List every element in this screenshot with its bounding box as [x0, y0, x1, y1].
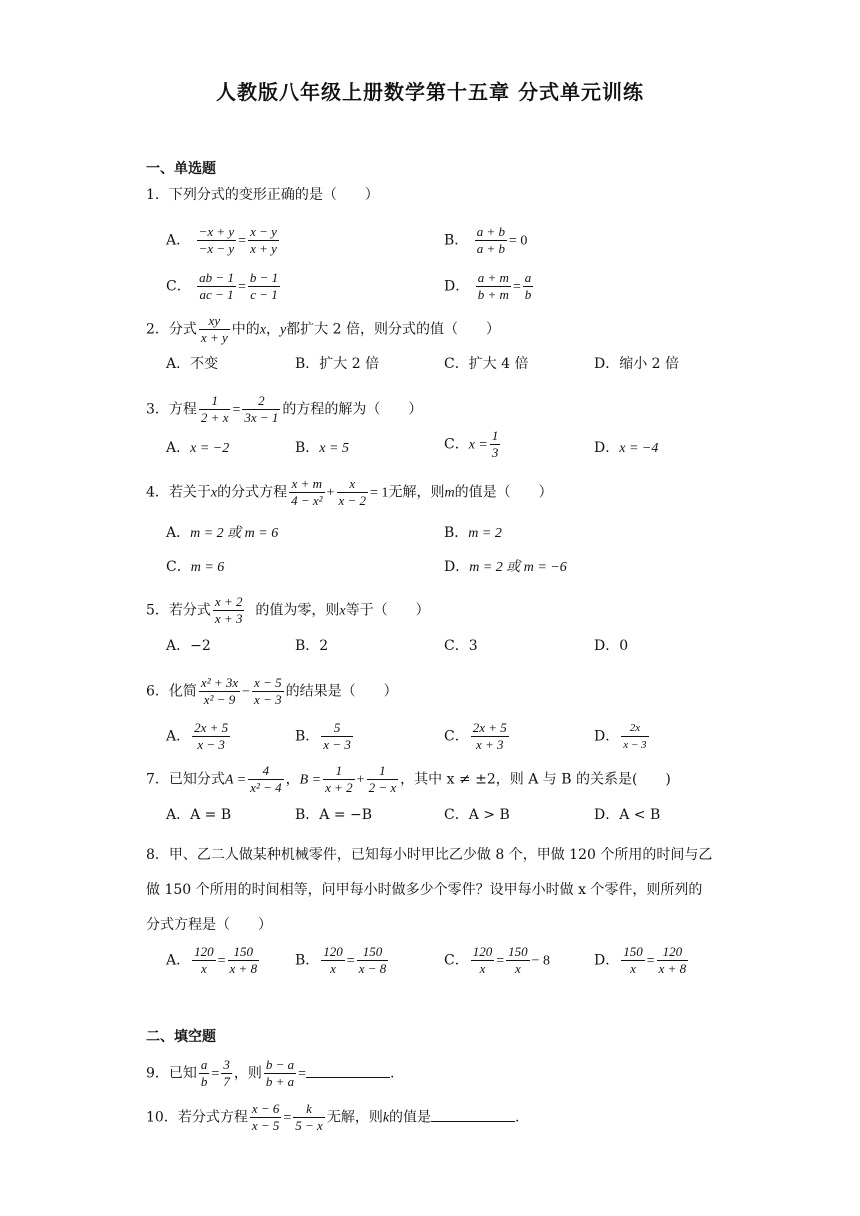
- fraction: $\frac{a}{b}$: [200, 1057, 208, 1089]
- question-8-option-b[interactable]: B． $\frac{120}{x}$ = $\frac{150}{x - 8}$: [295, 944, 387, 976]
- fraction: $\frac{1}{x + 2}$: [325, 763, 353, 795]
- question-4-option-c[interactable]: C．m = 6: [166, 559, 225, 575]
- fraction: $\frac{120}{x}$: [323, 944, 343, 976]
- question-3-option-b[interactable]: B．x = 5: [295, 440, 349, 456]
- question-1-option-a[interactable]: A． $\frac{-x + y}{-x - y}$ = $\frac{x - y}{x + y}$: [166, 224, 277, 256]
- question-6-stem: 6．化简 $\frac{\text{x² + 3x}}{\text{x² − 9}}$ − $\frac{x - 5}{x - 3}$ 的结果是（ ）: [146, 675, 398, 707]
- question-7-option-d[interactable]: D．A < B: [594, 807, 661, 823]
- fraction: $\frac{\text{x² + 3x}}{\text{x² − 9}}$: [200, 675, 239, 707]
- fraction: $\frac{150}{x}$: [623, 944, 643, 976]
- question-7-option-c[interactable]: C．A > B: [444, 807, 510, 823]
- fraction: $\frac{a + m}{b + m}$: [477, 270, 509, 302]
- question-3-option-c[interactable]: C．x = $\frac{1}{3}$: [444, 428, 499, 460]
- question-8-option-a[interactable]: A． $\frac{120}{x}$ = $\frac{150}{x + 8}$: [166, 944, 258, 976]
- option-label: D．: [444, 278, 470, 295]
- question-8-option-c[interactable]: C． $\frac{120}{x}$ = $\frac{150}{x}$ − 8: [444, 944, 551, 976]
- fraction: $\frac{4}{\text{x² − 4}}$: [250, 763, 282, 795]
- fraction: $\frac{120}{x + 8}$: [658, 944, 687, 976]
- fraction: $\frac{ab - 1}{ac - 1}$: [199, 270, 234, 302]
- question-6-option-c[interactable]: C． $\frac{2x + 5}{x + 3}$: [444, 720, 507, 752]
- question-6-option-a[interactable]: A． $\frac{2x + 5}{x - 3}$: [166, 720, 229, 752]
- fraction: $\frac{150}{x + 8}$: [229, 944, 258, 976]
- question-7-option-b[interactable]: B．A = −B: [295, 807, 373, 823]
- question-8-option-d[interactable]: D． $\frac{150}{x}$ = $\frac{120}{x + 8}$: [594, 944, 687, 976]
- fraction: $\frac{x + m}{\text{4 − x²}}$: [291, 476, 323, 508]
- question-5-option-b[interactable]: B．2: [295, 638, 329, 654]
- question-10-stem: 10．若分式方程 $\frac{x - 6}{x - 5}$ = $\frac{k}{5 - x}$ 无解，则k的值是 .: [146, 1101, 520, 1133]
- question-7-option-a[interactable]: A．A = B: [166, 807, 232, 823]
- question-4-option-a[interactable]: A．m = 2 或 m = 6: [166, 525, 279, 541]
- question-3-option-a[interactable]: A．x = −2: [166, 440, 230, 456]
- question-1-stem: 1．下列分式的变形正确的是（ ）: [146, 187, 379, 203]
- fraction: $\frac{2x}{x - 3}$: [623, 722, 647, 751]
- option-label: B．: [444, 232, 469, 249]
- fraction: $\frac{x - 5}{x - 3}$: [254, 675, 282, 707]
- question-2-stem: 2．分式 $\frac{xy}{x + y}$ 中的x，y都扩大 2 倍，则分式的值（ ）: [146, 313, 500, 345]
- fraction: $\frac{k}{5 - x}$: [295, 1101, 323, 1133]
- question-1-option-c[interactable]: C． $\frac{ab - 1}{ac - 1}$ = $\frac{b - 1}{c - 1}$: [166, 270, 279, 302]
- answer-blank[interactable]: [431, 1107, 515, 1122]
- question-2-option-b[interactable]: B．扩大 2 倍: [295, 356, 380, 372]
- fraction: $\frac{x}{x - 2}$: [338, 476, 367, 508]
- option-label: C．: [166, 278, 191, 295]
- fraction: $\frac{1}{3}$: [491, 428, 499, 460]
- question-1-option-d[interactable]: D． $\frac{a + m}{b + m}$ = $\frac{a}{b}$: [444, 270, 532, 302]
- fraction: $\frac{a + b}{a + b}$: [476, 224, 506, 256]
- fraction: $\frac{-x + y}{-x - y}$: [198, 224, 235, 256]
- fraction: $\frac{2x + 5}{x + 3}$: [472, 720, 507, 752]
- fraction: $\frac{x - y}{x + y}$: [250, 224, 277, 256]
- question-5-option-c[interactable]: C．3: [444, 638, 478, 654]
- fraction: $\frac{b - 1}{c - 1}$: [249, 270, 279, 302]
- fraction: $\frac{120}{x}$: [194, 944, 214, 976]
- fraction: $\frac{b - a}{b + a}$: [265, 1057, 295, 1089]
- question-4-option-d[interactable]: D．m = 2 或 m = −6: [444, 559, 567, 575]
- fraction: $\frac{150}{x}$: [508, 944, 528, 976]
- fraction: $\frac{x + 2}{x + 3}$: [214, 594, 243, 626]
- question-2-option-d[interactable]: D．缩小 2 倍: [594, 356, 680, 372]
- option-label: A．: [166, 232, 191, 249]
- question-4-option-b[interactable]: B．m = 2: [444, 525, 502, 541]
- fraction: $\frac{120}{x}$: [472, 944, 493, 976]
- question-3-stem: 3．方程 $\frac{1}{2 + x}$ = $\frac{2}{3x - 1}$ 的方程的解为（ ）: [146, 393, 423, 425]
- fraction: $\frac{a}{b}$: [524, 270, 532, 302]
- question-5-stem: 5．若分式 $\frac{x + 2}{x + 3}$ 的值为零，则x等于（ ）: [146, 594, 430, 626]
- section-heading-single-choice: 一、单选题: [146, 161, 216, 177]
- page-title: 人教版八年级上册数学第十五章 分式单元训练: [216, 80, 644, 104]
- question-7-stem: 7．已知分式A = $\frac{4}{\text{x² − 4}}$ ，B = $\frac{1}{x + 2}$ + $\frac{1}{2 - x}$ ，其中 x ≠ ±2，则 A 与 B 的关系是( ): [146, 763, 671, 795]
- question-6-option-b[interactable]: B． $\frac{5}{x - 3}$: [295, 720, 351, 752]
- question-6-option-d[interactable]: D． $\frac{2x}{x - 3}$: [594, 722, 647, 751]
- question-4-stem: 4．若关于x的分式方程 $\frac{x + m}{\text{4 − x²}}$ + $\frac{x}{x - 2}$ = 1无解，则m的值是（ ）: [146, 476, 553, 508]
- question-3-option-d[interactable]: D．x = −4: [594, 440, 659, 456]
- answer-blank[interactable]: [306, 1063, 390, 1078]
- fraction: $\frac{x - 6}{x - 5}$: [251, 1101, 280, 1133]
- fraction: $\frac{1}{2 - x}$: [368, 763, 397, 795]
- fraction: $\frac{3}{7}$: [223, 1057, 230, 1089]
- question-8-stem: 8．甲、乙二人做某种机械零件，已知每小时甲比乙少做 8 个，甲做 120 个所用的时间与乙做 150 个所用的时间相等，问甲每小时做多少个零件？设甲每小时做 x 个零件，则所列的分式方程是（ ）: [146, 847, 713, 933]
- fraction: $\frac{1}{2 + x}$: [200, 393, 229, 425]
- question-5-option-d[interactable]: D．0: [594, 638, 629, 654]
- fraction: $\frac{xy}{x + y}$: [200, 313, 228, 345]
- fraction: $\frac{2x + 5}{x - 3}$: [194, 720, 229, 752]
- question-2-option-c[interactable]: C．扩大 4 倍: [444, 356, 529, 372]
- fraction: $\frac{5}{x - 3}$: [323, 720, 351, 752]
- question-1-option-b[interactable]: B． $\frac{a + b}{a + b}$ = 0: [444, 224, 528, 256]
- question-2-option-a[interactable]: A．不变: [166, 356, 219, 372]
- question-5-option-a[interactable]: A．−2: [166, 638, 211, 654]
- fraction: $\frac{150}{x - 8}$: [358, 944, 387, 976]
- fraction: $\frac{2}{3x - 1}$: [244, 393, 279, 425]
- section-heading-fill-blank: 二、填空题: [146, 1029, 216, 1045]
- question-9-stem: 9．已知 $\frac{a}{b}$ = $\frac{3}{7}$ ，则 $\frac{b - a}{b + a}$ = .: [146, 1057, 395, 1089]
